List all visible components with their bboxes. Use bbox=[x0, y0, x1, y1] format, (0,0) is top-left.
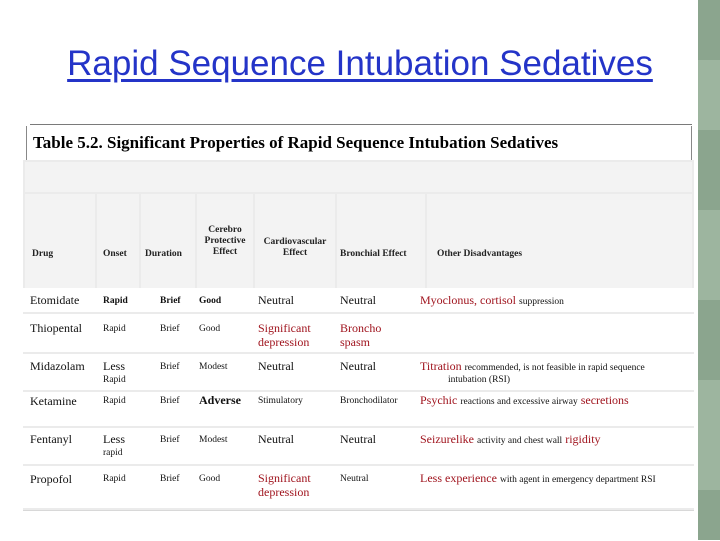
header-bronchial: Bronchial Effect bbox=[340, 249, 407, 259]
cell-duration: Brief bbox=[160, 324, 180, 334]
cell-other-highlight: secretions bbox=[580, 393, 629, 407]
cell-bronchial: Neutral bbox=[340, 359, 376, 373]
cell-cardio: Significant depression bbox=[258, 321, 311, 349]
table-caption: Table 5.2. Significant Properties of Rapid Sequence Intubation Sedatives bbox=[26, 126, 692, 160]
cell-duration: Brief bbox=[160, 474, 180, 484]
cell-duration: Brief bbox=[160, 296, 181, 306]
divider bbox=[30, 124, 692, 125]
cell-bronchial: Neutral bbox=[340, 293, 376, 307]
cell-cerebro: Adverse bbox=[199, 393, 241, 407]
strip-band bbox=[698, 380, 720, 490]
table-footer-area bbox=[23, 510, 694, 541]
cell-drug: Fentanyl bbox=[30, 432, 72, 446]
cell-duration: Brief bbox=[160, 396, 180, 406]
cell-cardio: Neutral bbox=[258, 359, 294, 373]
header-cardio-line: Effect bbox=[282, 248, 308, 258]
cell-onset: Less bbox=[103, 432, 125, 446]
cell-drug: Thiopental bbox=[30, 321, 82, 335]
header-cell-onset bbox=[97, 194, 139, 290]
header-cell-duration bbox=[141, 194, 195, 290]
cell-drug: Ketamine bbox=[30, 394, 77, 408]
cell-onset-second-line: Rapid bbox=[103, 375, 126, 385]
cell-other bbox=[420, 471, 690, 487]
cell-onset: Rapid bbox=[103, 324, 126, 334]
cell-other-second-line: intubation (RSI) bbox=[448, 375, 511, 385]
cell-cerebro: Good bbox=[199, 296, 222, 306]
cell-other bbox=[420, 432, 690, 448]
header-cerebro-line: Cerebro bbox=[208, 225, 242, 235]
header-cerebro-line: Protective bbox=[204, 236, 246, 246]
cell-bronchial: Neutral bbox=[340, 474, 369, 484]
cell-cerebro: Modest bbox=[199, 362, 228, 372]
cell-other-text: recommended, is not feasible in rapid sequence bbox=[464, 363, 645, 373]
cell-onset: Less bbox=[103, 359, 125, 373]
header-duration: Duration bbox=[145, 249, 182, 259]
slide-title: Rapid Sequence Intubation Sedatives bbox=[67, 44, 653, 83]
header-cell-drug bbox=[25, 194, 95, 290]
header-cerebro bbox=[199, 225, 251, 258]
table-header bbox=[23, 160, 694, 290]
cell-bronchial: Broncho spasm bbox=[340, 321, 382, 349]
cell-onset-second-line: rapid bbox=[103, 448, 123, 458]
cell-cerebro: Good bbox=[199, 474, 221, 484]
cell-cardio: Stimulatory bbox=[258, 396, 303, 406]
cell-cardio: Significant depression bbox=[258, 471, 311, 499]
cell-bronchial: Bronchodilator bbox=[340, 396, 398, 406]
cell-other-text: activity and chest wall bbox=[476, 436, 563, 446]
cell-other-text: with agent in emergency department RSI bbox=[499, 475, 656, 485]
cell-cardio: Neutral bbox=[258, 432, 294, 446]
cell-other bbox=[420, 293, 690, 309]
cell-drug: Midazolam bbox=[30, 359, 85, 373]
header-drug: Drug bbox=[32, 249, 54, 259]
cell-other-highlight: rigidity bbox=[565, 432, 601, 446]
header-cell-other bbox=[427, 194, 692, 290]
cell-other bbox=[420, 393, 690, 409]
cell-onset: Rapid bbox=[103, 296, 128, 306]
strip-band bbox=[698, 210, 720, 300]
cell-drug: Propofol bbox=[30, 472, 72, 486]
cell-cerebro: Good bbox=[199, 324, 221, 334]
cell-other-text: reactions and excessive airway bbox=[460, 397, 578, 407]
header-cardio bbox=[259, 237, 331, 259]
cell-duration: Brief bbox=[160, 435, 180, 445]
header-spacer bbox=[25, 162, 692, 192]
header-cerebro-line: Effect bbox=[212, 247, 238, 257]
cell-other-text: suppression bbox=[519, 297, 564, 307]
cell-other-highlight: Seizurelike bbox=[420, 432, 474, 446]
header-onset: Onset bbox=[103, 249, 127, 259]
cell-other-highlight: Psychic bbox=[420, 393, 458, 407]
header-other: Other Disadvantages bbox=[437, 249, 523, 259]
cell-onset: Rapid bbox=[103, 474, 126, 484]
cell-drug: Etomidate bbox=[30, 293, 80, 307]
cell-onset: Rapid bbox=[103, 396, 126, 406]
sedatives-table bbox=[23, 160, 694, 540]
cell-duration: Brief bbox=[160, 362, 180, 372]
cell-other-highlight: Titration bbox=[420, 359, 462, 373]
cell-bronchial: Neutral bbox=[340, 432, 376, 446]
cell-cardio: Neutral bbox=[258, 293, 294, 307]
header-cardio-line: Cardiovascular bbox=[263, 237, 327, 247]
cell-other-highlight: Myoclonus, cortisol bbox=[420, 293, 516, 307]
cell-other-highlight: Less experience bbox=[420, 471, 497, 485]
header-cell-bronchial bbox=[337, 194, 425, 290]
cell-cerebro: Modest bbox=[199, 435, 228, 445]
